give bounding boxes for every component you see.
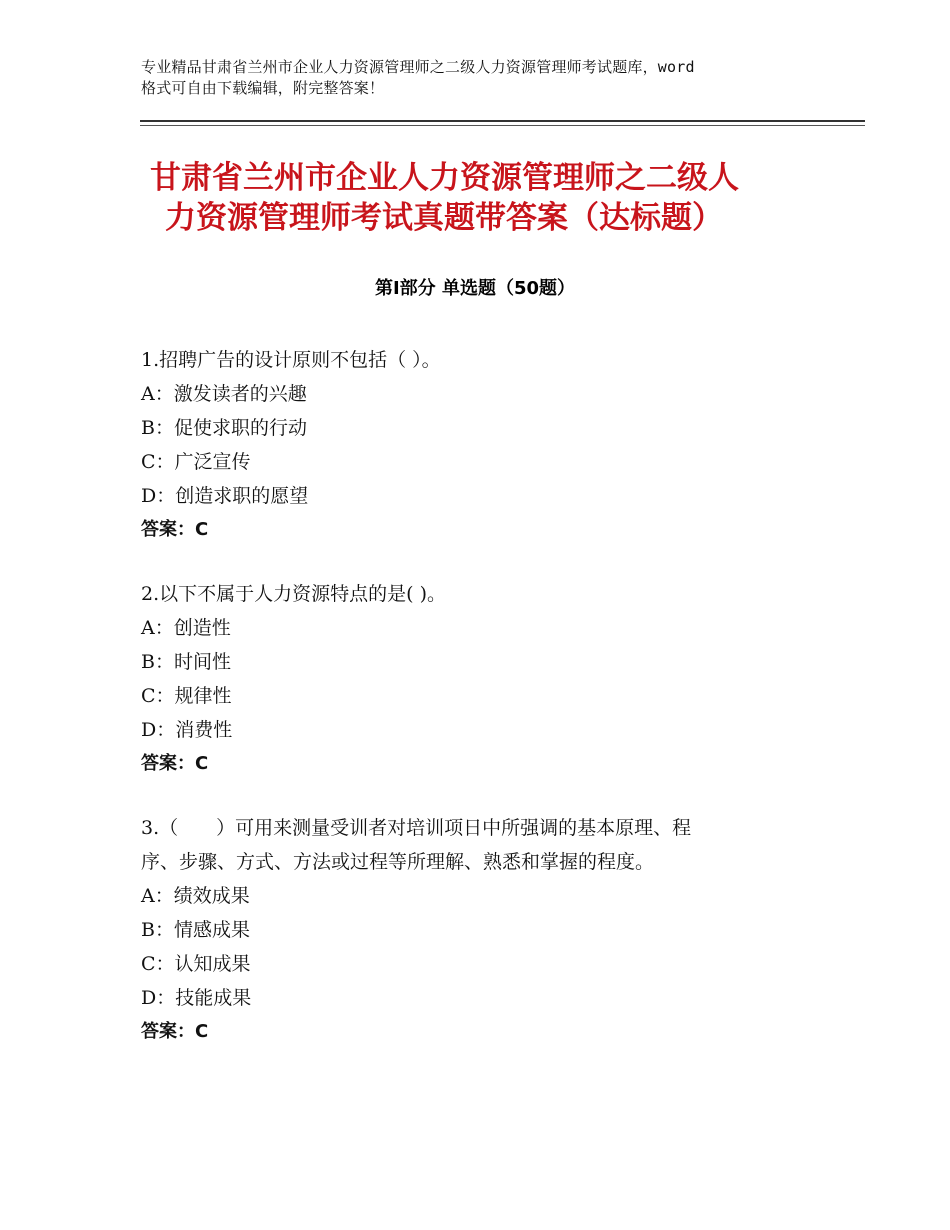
header-line-1: 专业精品甘肃省兰州市企业人力资源管理师之二级人力资源管理师考试题库，word xyxy=(141,58,695,76)
question-list xyxy=(141,343,821,1079)
title-line-2: 力资源管理师考试真题带答案（达标题） xyxy=(165,200,723,236)
answer-line: 答案：C xyxy=(141,1021,209,1042)
question-1 xyxy=(141,343,821,547)
answer-line: 答案：C xyxy=(141,519,209,540)
page-header xyxy=(141,57,841,99)
option-b: B：促使求职的行动 xyxy=(141,417,307,439)
option-b: B：情感成果 xyxy=(141,919,250,941)
header-rule-thick xyxy=(140,120,865,122)
option-d: D：消费性 xyxy=(141,719,233,741)
question-stem: 2.以下不属于人力资源特点的是( )。 xyxy=(141,583,446,605)
option-a: A：激发读者的兴趣 xyxy=(141,383,307,405)
header-line-2: 格式可自由下载编辑，附完整答案！ xyxy=(141,79,385,97)
option-c: C：规律性 xyxy=(141,685,232,707)
question-2 xyxy=(141,577,821,781)
title-line-1: 甘肃省兰州市企业人力资源管理师之二级人 xyxy=(150,160,739,196)
option-a: A：绩效成果 xyxy=(141,885,250,907)
option-b: B：时间性 xyxy=(141,651,231,673)
option-d: D：创造求职的愿望 xyxy=(141,485,309,507)
option-d: D：技能成果 xyxy=(141,987,252,1009)
question-stem-continued: 序、步骤、方式、方法或过程等所理解、熟悉和掌握的程度。 xyxy=(141,851,655,873)
option-c: C：广泛宣传 xyxy=(141,451,251,473)
question-stem: 1.招聘广告的设计原则不包括（ ）。 xyxy=(141,349,441,371)
document-title xyxy=(150,158,830,238)
section-heading: 第Ⅰ部分 单选题（50题） xyxy=(374,278,575,299)
header-rule-thin xyxy=(140,125,865,126)
option-a: A：创造性 xyxy=(141,617,231,639)
question-3 xyxy=(141,811,821,1049)
option-c: C：认知成果 xyxy=(141,953,251,975)
question-stem: 3.（ ）可用来测量受训者对培训项日中所强调的基本原理、程 xyxy=(141,817,692,839)
answer-line: 答案：C xyxy=(141,753,209,774)
